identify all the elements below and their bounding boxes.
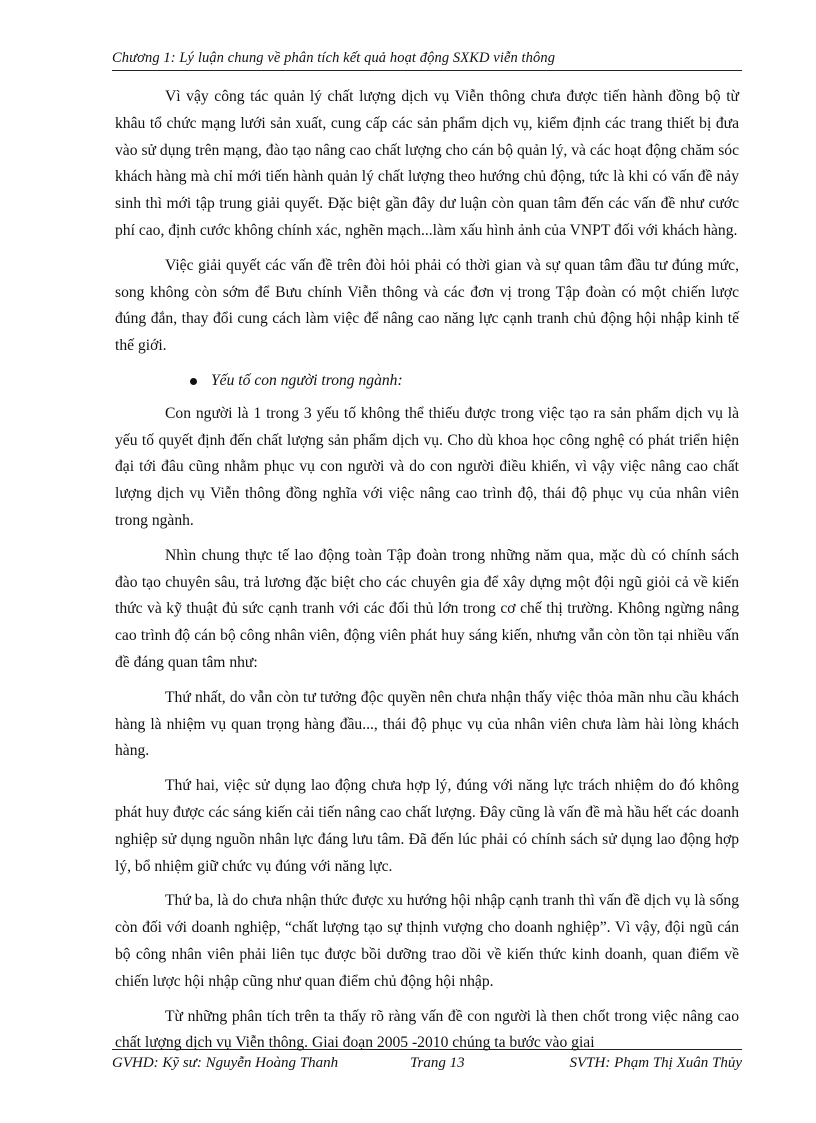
paragraph-third-issue: Thứ ba, là do chưa nhận thức được xu hướng hội nhập cạnh tranh thì vấn đề dịch vụ là sống còn đối với doanh nghiệp, “chất lượng tạo sự thịnh vượng cho doanh nghiệp”. Vì vậy, đội ngũ cán bộ công nhân viên phải liên tục được bồi dưỡng trao dồi về kiến thức kinh doanh, quan điểm về chiến lược hội nhập cũng như quan điểm chủ động hội nhập. <box>115 892 739 990</box>
paragraph-conclusion: Từ những phân tích trên ta thấy rõ ràng vấn đề con người là then chốt trong việc nâng cao chất lượng dịch vụ Viễn thông. Giai đoạn 2005 -2010 chúng ta bước vào giai <box>115 1007 739 1052</box>
paragraph-first-issue: Thứ nhất, do vẫn còn tư tưởng độc quyền nên chưa nhận thấy việc thỏa mãn nhu cầu khách hàng là nhiệm vụ quan trọng hàng đầu..., thái độ phục vụ của nhân viên chưa làm hài lòng khách hàng. <box>115 688 739 760</box>
paragraph-second-issue: Thứ hai, việc sử dụng lao động chưa hợp lý, đúng với năng lực trách nhiệm do đó không phát huy được các sáng kiến cải tiến nâng cao chất lượng. Đây cũng là vấn đề mà hầu hết các doanh nghiệp sử dụng nguồn nhân lực đáng lưu tâm. Đã đến lúc phải có chính sách sử dụng lao động hợp lý, bổ nhiệm giữ chức vụ đúng với năng lực. <box>115 777 739 875</box>
header-divider <box>112 70 742 71</box>
bullet-icon <box>190 378 197 385</box>
document-body <box>115 84 739 1065</box>
paragraph-quality-management: Vì vậy công tác quản lý chất lượng dịch vụ Viễn thông chưa được tiến hành đồng bộ từ khâu tổ chức mạng lưới sản xuất, cung cấp các sản phẩm dịch vụ, kiểm định các trang thiết bị đưa vào sử dụng trên mạng, đào tạo nâng cao chất lượng cho cán bộ quản lý, và các hoạt động chăm sóc khách hàng mà chỉ mới tiến hành quản lý chất lượng theo hướng chủ động, tức là khi có vấn đề nảy sinh thì mới tập trung giải quyết. Đặc biệt gần đây dư luận còn quan tâm đến các vấn đề như cước phí cao, định cước không chính xác, nghẽn mạch...làm xấu hình ảnh của VNPT đối với khách hàng. <box>115 88 739 239</box>
paragraph-solution-strategy: Việc giải quyết các vấn đề trên đòi hỏi phải có thời gian và sự quan tâm đầu tư đúng mức, song không còn sớm để Bưu chính Viễn thông và các đơn vị trong Tập đoàn có một chiến lược đúng đắn, thay đổi cung cách làm việc để nâng cao năng lực cạnh tranh chủ động hội nhập kinh tế thế giới. <box>115 256 739 355</box>
footer-divider <box>112 1049 742 1050</box>
bullet-heading-text: Yếu tố con người trong ngành: <box>211 371 403 389</box>
paragraph-labor-overview: Nhìn chung thực tế lao động toàn Tập đoàn trong những năm qua, mặc dù có chính sách đào tạo chuyên sâu, trả lương đặc biệt cho các chuyên gia để xây dựng một đội ngũ giỏi cả về kiến thức và kỹ thuật đủ sức cạnh tranh với các đối thủ lớn trong cơ chế thị trường. Không ngừng nâng cao trình độ cán bộ công nhân viên, động viên phát huy sáng kiến, nhưng vẫn còn tồn tại nhiều vấn đề đáng quan tâm như: <box>115 546 739 671</box>
page-header: Chương 1: Lý luận chung về phân tích kết quả hoạt động SXKD viễn thông <box>112 50 556 66</box>
bullet-heading <box>115 368 739 395</box>
footer-student: SVTH: Phạm Thị Xuân Thủy <box>569 1055 742 1071</box>
footer-page-number: Trang 13 <box>410 1055 465 1071</box>
paragraph-human-factor: Con người là 1 trong 3 yếu tố không thể thiếu được trong việc tạo ra sản phẩm dịch vụ là yếu tố quyết định đến chất lượng sản phẩm dịch vụ. Cho dù khoa học công nghệ có phát triển hiện đại tới đâu cũng nhằm phục vụ con người và do con người điều khiển, vì vậy việc nâng cao chất lượng dịch vụ Viễn thông đồng nghĩa với việc nâng cao trình độ, thái độ phục vụ của nhân viên trong ngành. <box>115 404 739 529</box>
footer-advisor: GVHD: Kỹ sư: Nguyễn Hoàng Thanh <box>112 1055 339 1071</box>
